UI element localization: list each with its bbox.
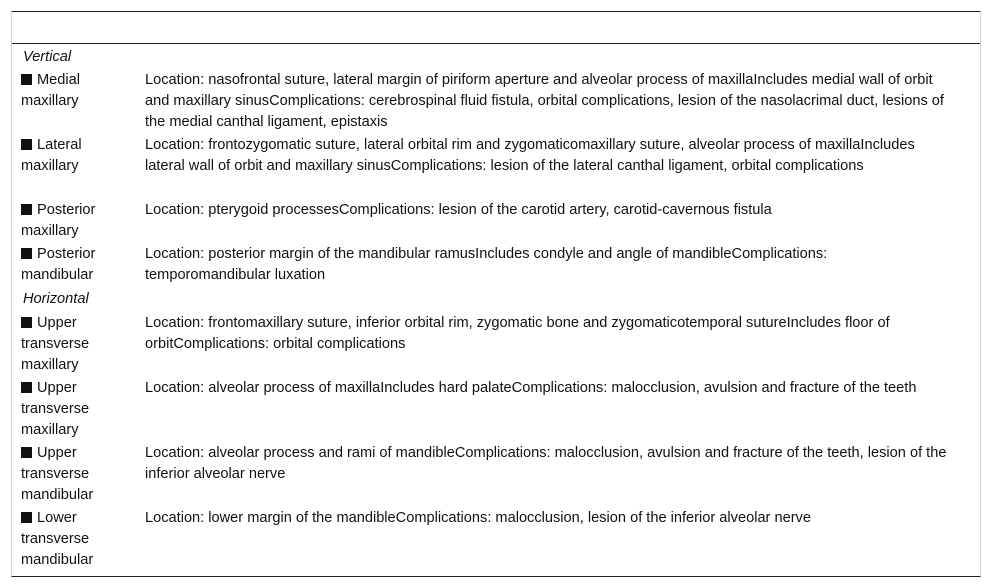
header-divider [12, 43, 980, 44]
row-description: Location: pterygoid processesComplications: lesion of the carotid artery, carotid-cavernous fistula [145, 202, 772, 218]
table-row [12, 443, 980, 506]
osteotomy-table [11, 11, 981, 577]
square-bullet-icon [21, 248, 32, 259]
row-name-cell [21, 378, 139, 441]
row-description: Location: nasofrontal suture, lateral margin of piriform aperture and alveolar process of maxillaIncludes medial wall of orbit and maxillary sinusComplications: cerebrospinal fluid fistula, orbital complications, lesion of the nasolacrimal duct, lesions of the medial canthal ligament, epistaxis [145, 72, 944, 130]
row-name-cell [21, 70, 139, 112]
row-name: Upper transverse maxillary [21, 380, 90, 438]
row-name: Posterior maxillary [21, 202, 96, 239]
square-bullet-icon [21, 512, 32, 523]
row-name-cell [21, 508, 139, 571]
row-name: Lateral maxillary [21, 137, 82, 174]
row-name: Upper transverse mandibular [21, 445, 94, 503]
table-row [12, 200, 980, 242]
table-row [12, 135, 980, 198]
square-bullet-icon [21, 317, 32, 328]
row-description: Location: posterior margin of the mandibular ramusIncludes condyle and angle of mandibleComplications: temporomandibular luxation [145, 246, 828, 283]
row-name-cell [21, 443, 139, 506]
row-name-cell [21, 313, 139, 376]
row-name-cell [21, 244, 139, 286]
square-bullet-icon [21, 447, 32, 458]
row-name: Upper transverse maxillary [21, 315, 90, 373]
table-row [12, 313, 980, 376]
row-description: Location: alveolar process of maxillaIncludes hard palateComplications: malocclusion, avulsion and fracture of the teeth [145, 380, 917, 396]
square-bullet-icon [21, 74, 32, 85]
table-row [12, 378, 980, 441]
section-heading-vertical: Vertical [23, 49, 72, 65]
table-row [12, 244, 980, 286]
row-description: Location: alveolar process and rami of mandibleComplications: malocclusion, avulsion and fracture of the teeth, lesion of the inferior alveolar nerve [145, 445, 947, 482]
row-description: Location: frontomaxillary suture, inferior orbital rim, zygomatic bone and zygomaticotemporal sutureIncludes floor of orbitComplications: orbital complications [145, 315, 890, 352]
row-name: Posterior mandibular [21, 246, 96, 283]
row-name: Medial maxillary [21, 72, 80, 109]
row-name: Lower transverse mandibular [21, 510, 94, 568]
row-name-cell [21, 135, 139, 177]
square-bullet-icon [21, 204, 32, 215]
row-description: Location: lower margin of the mandibleComplications: malocclusion, lesion of the inferior alveolar nerve [145, 510, 811, 526]
row-name-cell [21, 200, 139, 242]
table-row [12, 70, 980, 133]
square-bullet-icon [21, 139, 32, 150]
row-description: Location: frontozygomatic suture, lateral orbital rim and zygomaticomaxillary suture, alveolar process of maxillaIncludes lateral wall of orbit and maxillary sinusComplications: lesion of the lateral canthal ligament, orbital complications [145, 137, 915, 174]
square-bullet-icon [21, 382, 32, 393]
table-row [12, 508, 980, 571]
section-heading-horizontal: Horizontal [23, 291, 89, 307]
